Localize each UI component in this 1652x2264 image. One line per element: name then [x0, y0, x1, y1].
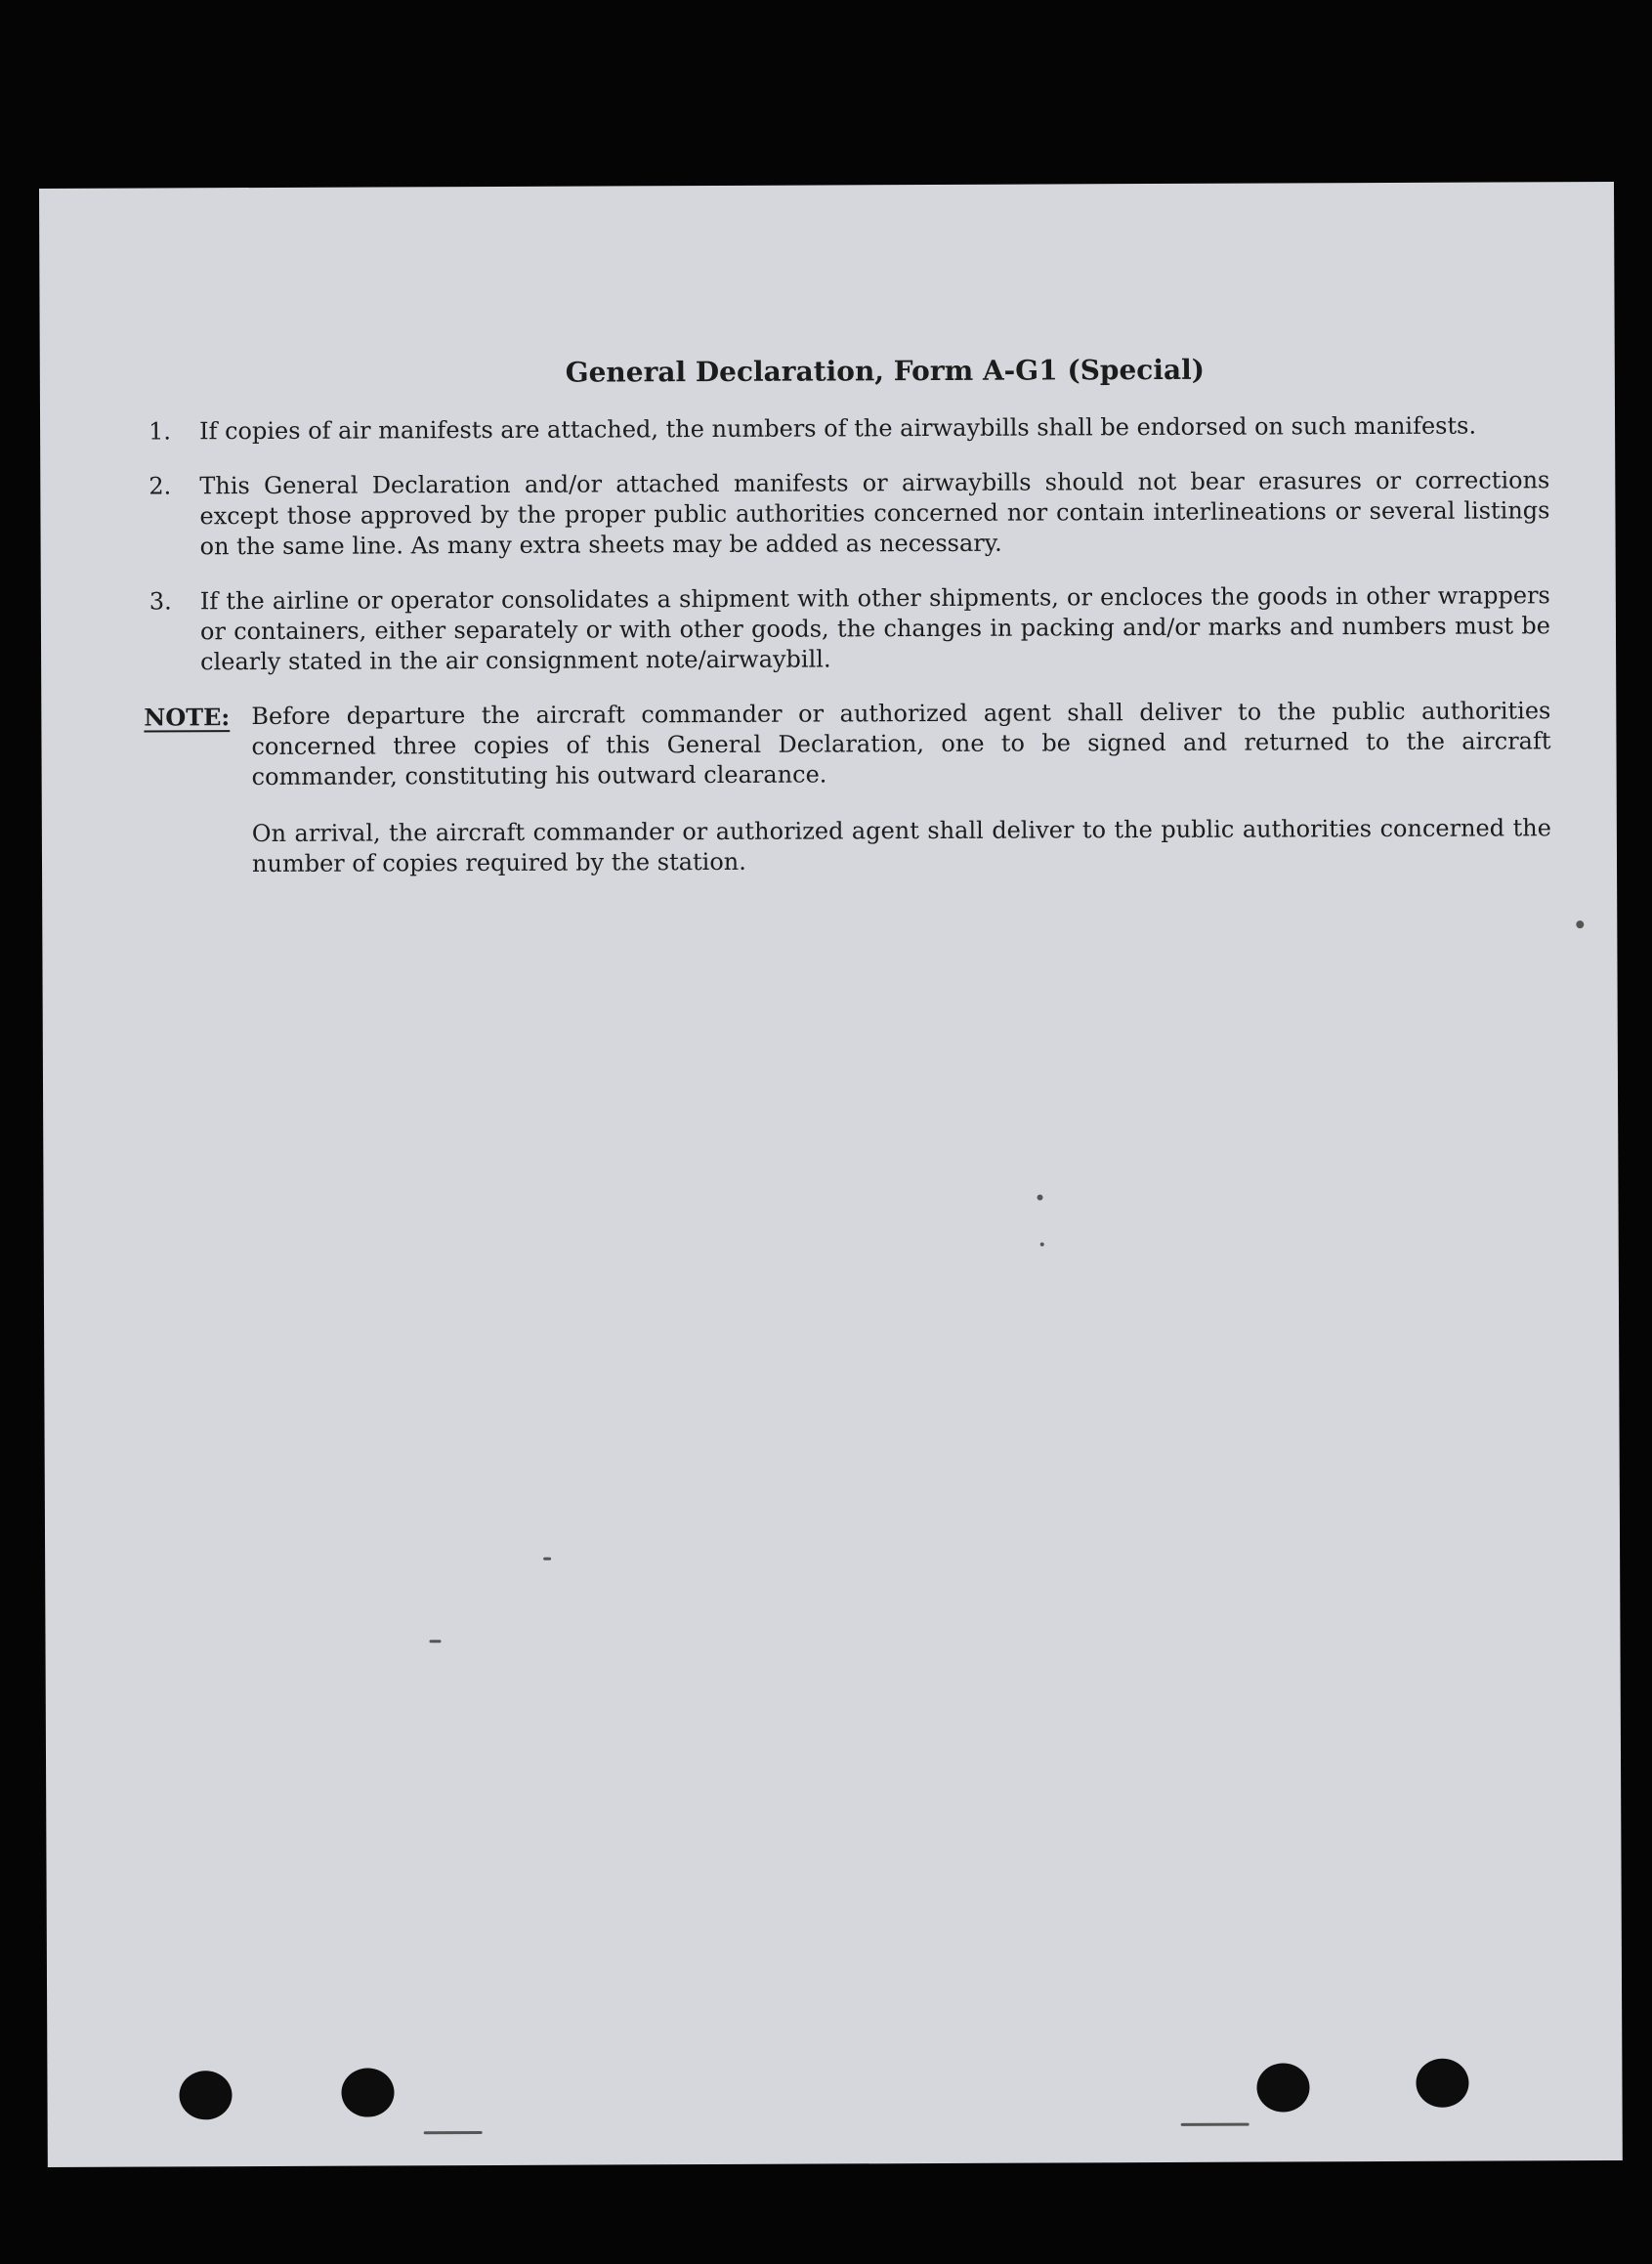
note-label: NOTE: [144, 703, 231, 732]
scan-speck [1040, 1243, 1044, 1247]
note-section [144, 696, 1551, 906]
punch-hole-icon [1256, 2063, 1309, 2112]
punch-hole-icon [1416, 2059, 1468, 2108]
list-item-3 [144, 580, 1550, 677]
item-number: 2. [148, 472, 172, 500]
list-item-1 [143, 410, 1549, 447]
note-paragraph-2: On arrival, the aircraft commander or authorized agent shall deliver to the public authorities concerned the number of copies required by the station. [251, 814, 1551, 878]
punch-hole-icon [179, 2071, 232, 2119]
item-number: 1. [148, 417, 172, 446]
item-text: If the airline or operator consolidates a shipment with other shipments, or encloces the goods in other wrappers or containers, either separately or with other goods, the changes in packing and/or marks and numbers must be clearly stated in the air consignment note/airwaybill. [199, 581, 1551, 676]
scan-speck [543, 1558, 551, 1560]
document-body [143, 353, 1551, 906]
scan-speck [1576, 920, 1584, 928]
scan-speck [1038, 1195, 1043, 1201]
item-number: 3. [148, 587, 172, 616]
note-paragraph-1: Before departure the aircraft commander or authorized agent shall deliver to the public authorities concerned three copies of this General Declaration, one to be signed and returned to the aircraft commander, constituting his outward clearance. [251, 697, 1551, 791]
paper-sheet [39, 182, 1623, 2167]
list-item-2 [143, 465, 1549, 562]
note-body [251, 696, 1551, 906]
item-text: If copies of air manifests are attached, the numbers of the airwaybills shall be endorsed on such manifests. [199, 411, 1477, 446]
document-title: General Declaration, Form A-G1 (Special) [565, 353, 1206, 389]
scan-speck [424, 2131, 483, 2134]
item-text: This General Declaration and/or attached manifests or airwaybills should not bear erasures or corrections except those approved by the proper public authorities concerned nor contain interlineations or several listings on the same line. As many extra sheets may be added as necessary. [199, 466, 1550, 561]
punch-hole-icon [341, 2068, 394, 2116]
scan-speck [1181, 2123, 1250, 2126]
scan-speck [429, 1640, 441, 1643]
